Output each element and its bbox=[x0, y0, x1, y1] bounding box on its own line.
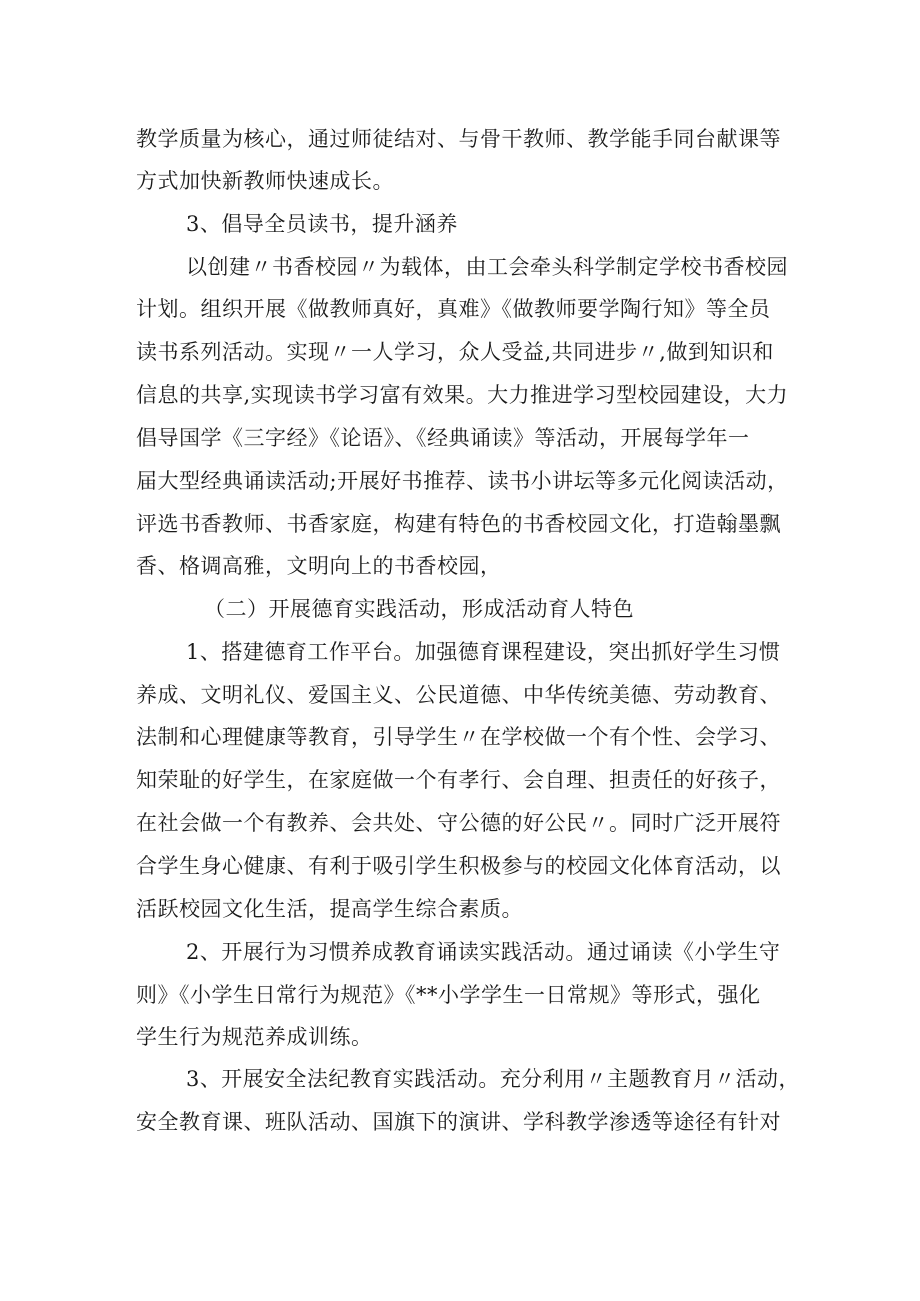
paragraph-line: 合学生身心健康、有利于吸引学生积极参与的校园文化体育活动，以 bbox=[136, 854, 781, 878]
paragraph-line: 学生行为规范养成训练。 bbox=[136, 1025, 373, 1049]
paragraph-line: 法制和心理健康等教育，引导学生〃在学校做一个有个性、会学习、 bbox=[136, 725, 781, 749]
paragraph-line: 在社会做一个有教养、会共处、守公德的好公民〃。同时广泛开展符 bbox=[136, 811, 781, 835]
paragraph-line: 教学质量为核心，通过师徒结对、与骨干教师、教学能手同台献课等 bbox=[136, 127, 781, 151]
paragraph-line: 则》《小学生日常行为规范》《**小学学生一日常规》等形式，强化 bbox=[136, 983, 761, 1007]
paragraph-line: 活跃校园文化生活，提高学生综合素质。 bbox=[136, 897, 523, 921]
paragraph-line: 知荣耻的好学生，在家庭做一个有孝行、会自理、担责任的好孩子， bbox=[136, 768, 781, 792]
paragraph-line: 评选书香教师、书香家庭，构建有特色的书香校园文化，打造翰墨飘 bbox=[136, 512, 781, 536]
paragraph-line: 2、开展行为习惯养成教育诵读实践活动。通过诵读《小学生守 bbox=[186, 940, 781, 964]
paragraph-line: 以创建〃书香校园〃为载体，由工会牵头科学制定学校书香校园 bbox=[186, 255, 788, 279]
section-heading: 3、倡导全员读书，提升涵养 bbox=[186, 212, 458, 236]
paragraph-line: 读书系列活动。实现〃一人学习，众人受益,共同进步〃,做到知识和 bbox=[136, 340, 774, 364]
paragraph-line: 信息的共享,实现读书学习富有效果。大力推进学习型校园建设，大力 bbox=[136, 383, 789, 407]
section-heading: （二）开展德育实践活动，形成活动育人特色 bbox=[204, 597, 634, 621]
paragraph-line: 届大型经典诵读活动;开展好书推荐、读书小讲坛等多元化阅读活动， bbox=[136, 469, 789, 493]
paragraph-line: 3、开展安全法纪教育实践活动。充分利用〃主题教育月〃活动， bbox=[186, 1067, 800, 1091]
paragraph-line: 安全教育课、班队活动、国旗下的演讲、学科教学渗透等途径有针对 bbox=[136, 1110, 781, 1134]
paragraph-line: 养成、文明礼仪、爱国主义、公民道德、中华传统美德、劳动教育、 bbox=[136, 683, 781, 707]
paragraph-line: 倡导国学《三字经》《论语》、《经典诵读》等活动，开展每学年一 bbox=[136, 426, 750, 450]
paragraph-line: 1、搭建德育工作平台。加强德育课程建设，突出抓好学生习惯 bbox=[186, 640, 781, 664]
paragraph-line: 计划。组织开展《做教师真好，真难》《做教师要学陶行知》等全员 bbox=[136, 297, 771, 321]
paragraph-line: 香、格调高雅，文明向上的书香校园， bbox=[136, 554, 502, 578]
paragraph-line: 方式加快新教师快速成长。 bbox=[136, 169, 394, 193]
